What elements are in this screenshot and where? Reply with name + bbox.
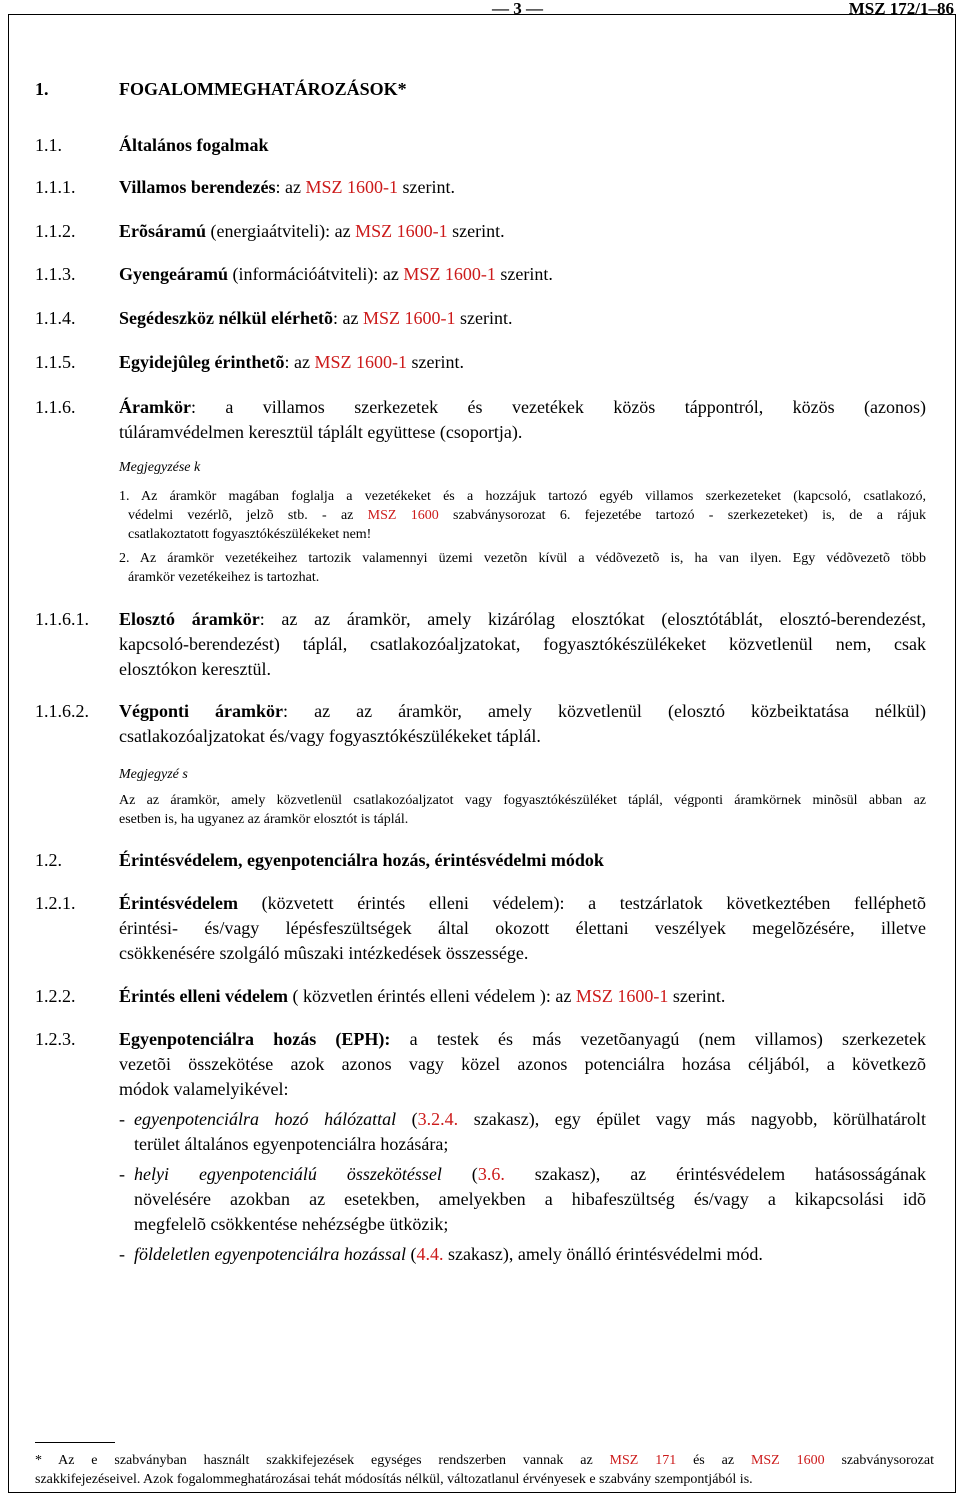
- list-item-text: szakasz), az érintésvédelem hatásosságának: [504, 1164, 927, 1184]
- definition-text: csatlakozóaljzatokat és/vagy fogyasztókészülékeket táplál.: [119, 726, 541, 746]
- notes-label: Megjegyzése k: [119, 460, 201, 475]
- definition-term: Egyidejûleg érinthetõ: [119, 352, 285, 372]
- footnote-divider: [35, 1442, 115, 1443]
- definition-text: (információátviteli): az: [227, 264, 404, 284]
- document-code: MSZ 172/1–86: [848, 0, 954, 18]
- note-text: csatlakoztatott fogyasztókészülékeket nem!: [128, 527, 372, 542]
- standard-reference: MSZ 1600: [367, 508, 439, 523]
- standard-reference: MSZ 1600-1: [314, 352, 407, 372]
- list-item-text: (: [441, 1164, 478, 1184]
- note-text: áramkör vezetékeihez is tartozhat.: [128, 570, 320, 585]
- section-title: Érintésvédelem, egyenpotenciálra hozás, érintésvédelmi módok: [119, 850, 604, 870]
- definition-text: szerint.: [447, 221, 505, 241]
- standard-reference: MSZ 1600-1: [362, 308, 456, 328]
- definition-text: : az az áramkör, amely kizárólag elosztókat (elosztótáblát, elosztó-berendezést,: [259, 609, 926, 629]
- definition-term: Áramkör: [119, 397, 191, 417]
- note-text: védelmi vezérlõ, jelzõ stb. - az: [128, 508, 368, 523]
- definition-text: : az az áramkör, amely közvetlenül (elosztó közbeiktatása nélkül): [283, 701, 926, 721]
- definition-text: módok valamelyikével:: [119, 1079, 289, 1099]
- standard-reference: MSZ 1600-1: [575, 986, 669, 1006]
- definition-term: Végponti áramkör: [119, 701, 284, 721]
- note-text: Az áramkör vezetékeihez tartozik valamennyi üzemi vezetõn kívül a védõvezetõ is, ha van ilyen. Egy védõvezetõ több: [139, 551, 927, 566]
- footnote-text: szabványsorozat: [824, 1453, 935, 1468]
- definition-term: Segédeszköz nélkül elérhetõ: [119, 308, 333, 328]
- note-text: szabványsorozat 6. fejezetébe tartozó - szerkezeteket) is, de a rájuk: [438, 508, 926, 523]
- note-2: [119, 549, 926, 587]
- note-text: Az az áramkör, amely közvetlenül csatlakozóaljzatot vagy fogyasztókészüléket táplál, végponti áramkörnek minõsül abban az: [119, 793, 926, 808]
- footnote-text: szakkifejezéseivel. Azok fogalommeghatározásai tehát módosítás nélkül, változatlanul érvényesek e szabvány szempontjából is.: [35, 1472, 753, 1487]
- definition-text: szerint.: [668, 986, 726, 1006]
- definition-number: 1.1.1.: [35, 177, 76, 197]
- definition-number: 1.1.3.: [35, 264, 76, 284]
- definition-term: Erõsáramú: [119, 221, 206, 241]
- section-reference: 3.6.: [477, 1164, 505, 1184]
- definition-text: : az: [284, 352, 315, 372]
- note-text: esetben is, ha ugyanez az áramkör elosztót is táplál.: [119, 812, 409, 827]
- note-end-circuit: [119, 791, 926, 829]
- definition-text: érintési- és/vagy lépésfeszültségek által okozott élettani veszélyek megelõzésére, illetve: [119, 918, 926, 938]
- list-item-text: szakasz), amely önálló érintésvédelmi mód.: [443, 1244, 763, 1264]
- definition-text: : az: [332, 308, 363, 328]
- footnote: [35, 1451, 934, 1489]
- definition-text: szerint.: [455, 308, 513, 328]
- definition-text: csökkenésére szolgáló mûszaki intézkedések összessége.: [119, 943, 529, 963]
- definition-text: szerint.: [495, 264, 553, 284]
- list-item-text: terület általános egyenpotenciálra hozására;: [134, 1134, 449, 1154]
- main-heading-title: FOGALOMMEGHATÁROZÁSOK*: [119, 79, 407, 99]
- standard-reference: MSZ 1600-1: [355, 221, 448, 241]
- definition-text: túláramvédelmen keresztül táplált együttese (csoportja).: [119, 422, 523, 442]
- list-dash: -: [119, 1164, 125, 1184]
- page-number: — 3 —: [492, 0, 543, 18]
- note-number: 1.: [119, 489, 130, 504]
- list-item-term: földeletlen egyenpotenciálra hozással: [134, 1244, 406, 1264]
- definition-term: Egyenpotenciálra hozás (EPH):: [119, 1029, 391, 1049]
- list-item-text: (: [396, 1109, 418, 1129]
- list-item-text: megfelelõ csökkentése nehézségbe ütközik;: [134, 1214, 449, 1234]
- list-dash: -: [119, 1109, 125, 1129]
- definition-text: (közvetett érintés elleni védelem): a testzárlatok következtében felléphetõ: [237, 893, 926, 913]
- definition-number: 1.1.6.1.: [35, 609, 89, 629]
- footnote-text: és az: [676, 1453, 751, 1468]
- definition-text: a testek és más vezetõanyagú (nem villamos) szerkezetek: [390, 1029, 926, 1049]
- definition-term: Érintés elleni védelem: [119, 986, 288, 1006]
- list-item-text: (: [405, 1244, 417, 1264]
- list-item-term: egyenpotenciálra hozó hálózattal: [134, 1109, 397, 1129]
- definition-number: 1.2.2.: [35, 986, 76, 1006]
- list-item-term: helyi egyenpotenciálú összekötéssel: [134, 1164, 442, 1184]
- definition-text: elosztókon keresztül.: [119, 659, 271, 679]
- list-item-text: szakasz), egy épület vagy más nagyobb, körülhatárolt: [458, 1109, 927, 1129]
- definition-number: 1.1.6.: [35, 397, 76, 417]
- definition-number: 1.2.3.: [35, 1029, 76, 1049]
- definition-text: szerint.: [406, 352, 464, 372]
- definition-term: Gyengeáramú: [119, 264, 228, 284]
- standard-reference: MSZ 171: [609, 1453, 677, 1468]
- section-number: 1.2.: [35, 850, 62, 870]
- definition-text: ( közvetlen érintés elleni védelem ): az: [287, 986, 576, 1006]
- definition-number: 1.1.6.2.: [35, 701, 89, 721]
- note-text: Az áramkör magában foglalja a vezetékeket és a hozzájuk tartozó egyéb villamos szerkezeteket (kapcsoló, csatlakozó,: [141, 489, 927, 504]
- definition-text: : az: [275, 177, 306, 197]
- definition-text: kapcsoló-berendezést) táplál, csatlakozóaljzatokat, fogyasztókészülékeket közvetlenül nem, csak: [119, 634, 926, 654]
- definition-term: Elosztó áramkör: [119, 609, 260, 629]
- main-heading-number: 1.: [35, 79, 49, 99]
- note-1: [119, 487, 926, 544]
- definition-text: szerint.: [397, 177, 455, 197]
- note-label: Megjegyzé s: [119, 767, 188, 782]
- standard-reference: MSZ 1600-1: [305, 177, 398, 197]
- list-dash: -: [119, 1244, 125, 1264]
- definition-term: Villamos berendezés: [119, 177, 276, 197]
- definition-number: 1.1.5.: [35, 352, 76, 372]
- section-number: 1.1.: [35, 135, 62, 155]
- section-reference: 3.2.4.: [417, 1109, 459, 1129]
- footnote-text: * Az e szabványban használt szakkifejezések egységes rendszerben vannak az: [35, 1453, 610, 1468]
- section-title: Általános fogalmak: [119, 135, 269, 155]
- definition-text: (energiaátviteli): az: [206, 221, 356, 241]
- section-reference: 4.4.: [416, 1244, 444, 1264]
- standard-reference: MSZ 1600-1: [403, 264, 496, 284]
- definition-text: vezetõi összekötése azok azonos vagy közel azonos potenciálra hozása céljából, a következõ: [119, 1054, 926, 1074]
- definition-number: 1.1.4.: [35, 308, 76, 328]
- definition-text: : a villamos szerkezetek és vezetékek közös táppontról, közös (azonos): [190, 397, 926, 417]
- standard-reference: MSZ 1600: [750, 1453, 825, 1468]
- definition-number: 1.2.1.: [35, 893, 76, 913]
- note-number: 2.: [119, 551, 130, 566]
- definition-number: 1.1.2.: [35, 221, 76, 241]
- list-item-text: növelésére azokban az esetekben, amelyekben a hibafeszültség és/vagy a kikapcsolási idõ: [134, 1189, 926, 1209]
- definition-term: Érintésvédelem: [119, 893, 238, 913]
